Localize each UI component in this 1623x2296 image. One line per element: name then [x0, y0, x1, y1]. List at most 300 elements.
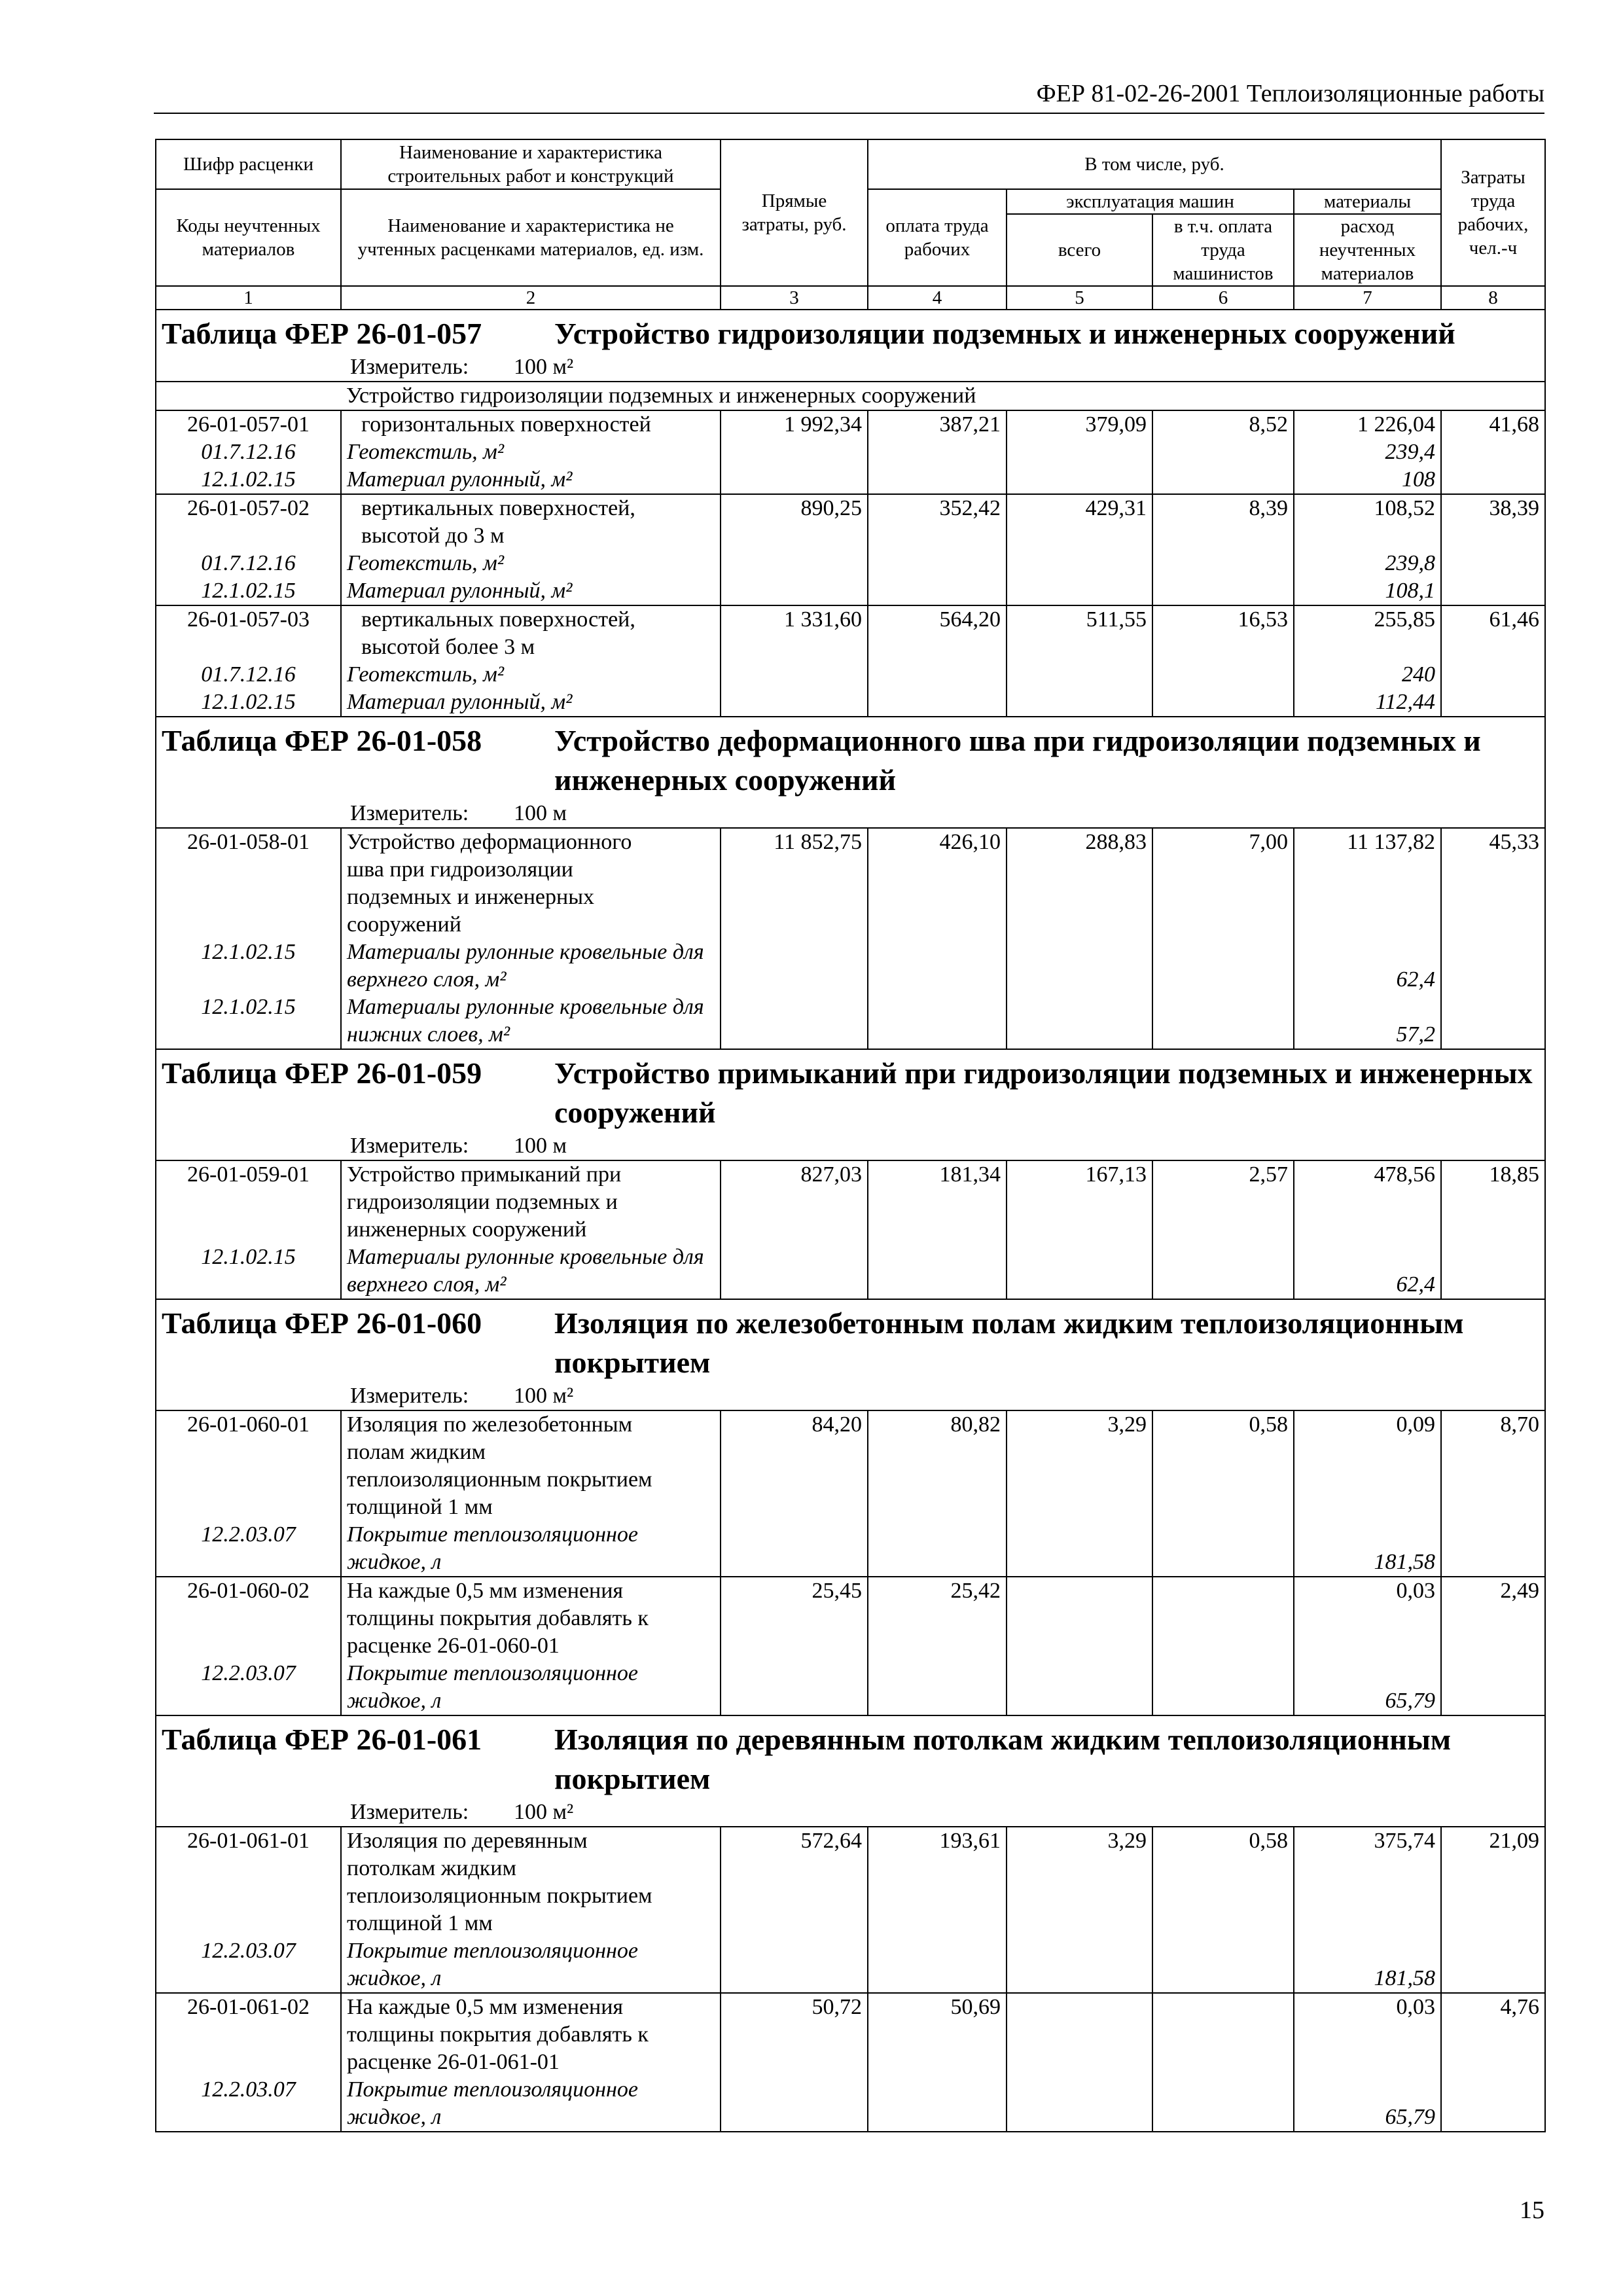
machines-labor — [1152, 1910, 1294, 1937]
material-row — [156, 994, 1545, 1021]
machines-labor — [1152, 1605, 1294, 1632]
empty-cell — [721, 1965, 868, 1993]
empty-cell — [1152, 2076, 1294, 2104]
labor-hours — [1441, 1632, 1545, 1660]
rate-name: Изоляция по железобетонным — [341, 1410, 721, 1439]
rate-code — [156, 884, 341, 911]
material-qty: 108 — [1294, 466, 1441, 494]
labor-hours: 21,09 — [1441, 1827, 1545, 1855]
rate-row-continuation — [156, 1632, 1545, 1660]
materials-cost — [1294, 1632, 1441, 1660]
rate-code: 26-01-059-01 — [156, 1160, 341, 1189]
rate-code — [156, 856, 341, 884]
direct-cost — [721, 1189, 868, 1216]
col-materials-header: материалы — [1294, 189, 1441, 214]
empty-cell — [1152, 577, 1294, 605]
empty-cell — [1441, 1021, 1545, 1049]
material-code: 01.7.12.16 — [156, 661, 341, 689]
rate-code: 26-01-061-02 — [156, 1993, 341, 2021]
material-code: 12.1.02.15 — [156, 689, 341, 717]
rate-row-continuation — [156, 856, 1545, 884]
direct-cost — [721, 2049, 868, 2076]
materials-cost: 1 226,04 — [1294, 410, 1441, 439]
empty-cell — [1152, 439, 1294, 466]
rate-row — [156, 1410, 1545, 1439]
empty-cell — [1441, 577, 1545, 605]
table-title-cell — [156, 310, 1545, 353]
empty-cell — [868, 689, 1007, 717]
material-qty: 62,4 — [1294, 966, 1441, 994]
rate-row — [156, 410, 1545, 439]
materials-cost — [1294, 1439, 1441, 1466]
machines-total — [1007, 2049, 1152, 2076]
empty-cell — [1152, 1965, 1294, 1993]
rate-name: вертикальных поверхностей, — [341, 494, 721, 522]
machines-total: 288,83 — [1007, 828, 1152, 856]
material-qty: 239,8 — [1294, 550, 1441, 577]
empty-cell — [1007, 1660, 1152, 1687]
labor-hours — [1441, 1605, 1545, 1632]
materials-cost — [1294, 1216, 1441, 1244]
material-code: 12.2.03.07 — [156, 1660, 341, 1687]
empty-cell — [1007, 1549, 1152, 1577]
material-qty — [1294, 1244, 1441, 1271]
material-name: Материал рулонный, м² — [341, 466, 721, 494]
material-name: верхнего слоя, м² — [341, 1271, 721, 1299]
machines-labor — [1152, 884, 1294, 911]
material-code — [156, 1965, 341, 1993]
empty-cell — [721, 966, 868, 994]
machines-total: 429,31 — [1007, 494, 1152, 522]
material-code: 01.7.12.16 — [156, 550, 341, 577]
material-qty: 65,79 — [1294, 2104, 1441, 2132]
meter-cell — [156, 1132, 1545, 1160]
material-code — [156, 1549, 341, 1577]
rate-name: горизонтальных поверхностей — [341, 410, 721, 439]
labor-hours: 61,46 — [1441, 605, 1545, 634]
empty-cell — [1441, 1937, 1545, 1965]
labor-pay — [868, 1632, 1007, 1660]
meter-value: 100 м² — [514, 1800, 574, 1824]
empty-cell — [1007, 689, 1152, 717]
empty-cell — [721, 661, 868, 689]
empty-cell — [721, 1937, 868, 1965]
empty-cell — [1441, 966, 1545, 994]
material-row — [156, 2104, 1545, 2132]
machines-labor — [1152, 1993, 1294, 2021]
direct-cost — [721, 1216, 868, 1244]
material-code — [156, 1021, 341, 1049]
machines-total — [1007, 856, 1152, 884]
empty-cell — [1007, 661, 1152, 689]
labor-pay — [868, 1605, 1007, 1632]
empty-cell — [868, 939, 1007, 966]
empty-cell — [868, 1244, 1007, 1271]
labor-hours — [1441, 1466, 1545, 1494]
empty-cell — [721, 577, 868, 605]
table-title: Устройство примыканий при гидроизоляции подземных и инженерных сооружений — [554, 1056, 1533, 1129]
page-number: 15 — [1520, 2197, 1544, 2224]
table-code: Таблица ФЕР 26-01-060 — [162, 1306, 482, 1340]
empty-cell — [1441, 466, 1545, 494]
table-title-row — [156, 1049, 1545, 1132]
material-row — [156, 439, 1545, 466]
table-title-cell — [156, 1049, 1545, 1132]
col-machines-labor-header: в т.ч. оплата труда машинистов — [1152, 214, 1294, 286]
rate-row-continuation — [156, 2021, 1545, 2049]
empty-cell — [1441, 939, 1545, 966]
rate-row-continuation — [156, 884, 1545, 911]
machines-labor — [1152, 2021, 1294, 2049]
labor-pay — [868, 1216, 1007, 1244]
machines-total — [1007, 1993, 1152, 2021]
labor-pay — [868, 522, 1007, 550]
empty-cell — [868, 994, 1007, 1021]
machines-labor — [1152, 1189, 1294, 1216]
table-title: Устройство деформационного шва при гидроизоляции подземных и инженерных сооружений — [554, 724, 1481, 797]
rate-name: полам жидким — [341, 1439, 721, 1466]
labor-pay — [868, 1494, 1007, 1521]
rate-row — [156, 828, 1545, 856]
labor-pay: 181,34 — [868, 1160, 1007, 1189]
rate-row-continuation — [156, 1439, 1545, 1466]
material-row — [156, 689, 1545, 717]
material-code: 12.1.02.15 — [156, 577, 341, 605]
rate-name: Изоляция по деревянным — [341, 1827, 721, 1855]
col-code-header: Шифр расценки — [156, 139, 341, 189]
labor-hours — [1441, 1910, 1545, 1937]
empty-cell — [1007, 577, 1152, 605]
labor-pay: 352,42 — [868, 494, 1007, 522]
empty-cell — [1152, 1549, 1294, 1577]
rate-name: толщины покрытия добавлять к — [341, 2021, 721, 2049]
section-title: Устройство гидроизоляции подземных и инженерных сооружений — [156, 382, 1545, 410]
material-qty: 62,4 — [1294, 1271, 1441, 1299]
labor-hours: 18,85 — [1441, 1160, 1545, 1189]
rate-row-continuation — [156, 1189, 1545, 1216]
materials-cost: 0,03 — [1294, 1993, 1441, 2021]
materials-cost — [1294, 2021, 1441, 2049]
meter-label: Измеритель: — [350, 355, 469, 379]
col-labor-header: Затраты труда рабочих, чел.-ч — [1441, 139, 1545, 286]
rate-row-continuation — [156, 2049, 1545, 2076]
machines-total — [1007, 1577, 1152, 1605]
machines-total — [1007, 1910, 1152, 1937]
empty-cell — [1007, 966, 1152, 994]
labor-hours — [1441, 522, 1545, 550]
meter-label: Измеритель: — [350, 1384, 469, 1408]
rate-name: инженерных сооружений — [341, 1216, 721, 1244]
labor-hours — [1441, 1439, 1545, 1466]
meter-value: 100 м² — [514, 355, 574, 379]
rate-name: сооружений — [341, 911, 721, 939]
rate-code: 26-01-060-01 — [156, 1410, 341, 1439]
rate-name: подземных и инженерных — [341, 884, 721, 911]
empty-cell — [868, 1549, 1007, 1577]
empty-cell — [1441, 1271, 1545, 1299]
direct-cost — [721, 2021, 868, 2049]
running-header: ФЕР 81-02-26-2001 Теплоизоляционные работы — [154, 77, 1544, 114]
empty-cell — [1152, 1021, 1294, 1049]
rate-code — [156, 634, 341, 661]
rate-row-continuation — [156, 522, 1545, 550]
machines-labor — [1152, 1577, 1294, 1605]
empty-cell — [721, 939, 868, 966]
table-code: Таблица ФЕР 26-01-057 — [162, 317, 482, 350]
direct-cost — [721, 856, 868, 884]
material-name: жидкое, л — [341, 2104, 721, 2132]
col-materials-sub-header: расход неучтенных материалов — [1294, 214, 1441, 286]
empty-cell — [1441, 1521, 1545, 1549]
direct-cost: 827,03 — [721, 1160, 868, 1189]
direct-cost — [721, 1605, 868, 1632]
rate-name: Устройство деформационного — [341, 828, 721, 856]
material-name: Материалы рулонные кровельные для — [341, 1244, 721, 1271]
empty-cell — [721, 1521, 868, 1549]
meter-value: 100 м² — [514, 1384, 574, 1408]
table-code: Таблица ФЕР 26-01-061 — [162, 1723, 482, 1756]
materials-cost — [1294, 1494, 1441, 1521]
rate-code: 26-01-061-01 — [156, 1827, 341, 1855]
direct-cost — [721, 522, 868, 550]
rate-code — [156, 1494, 341, 1521]
labor-pay — [868, 2021, 1007, 2049]
meter-value: 100 м — [514, 801, 567, 825]
empty-cell — [721, 1244, 868, 1271]
material-qty: 112,44 — [1294, 689, 1441, 717]
machines-labor: 8,39 — [1152, 494, 1294, 522]
rate-row — [156, 1160, 1545, 1189]
direct-cost — [721, 1910, 868, 1937]
empty-cell — [1441, 1244, 1545, 1271]
labor-pay: 80,82 — [868, 1410, 1007, 1439]
empty-cell — [721, 1660, 868, 1687]
materials-cost: 11 137,82 — [1294, 828, 1441, 856]
meter-cell — [156, 353, 1545, 382]
rate-name: толщиной 1 мм — [341, 1910, 721, 1937]
empty-cell — [1152, 1271, 1294, 1299]
labor-hours: 45,33 — [1441, 828, 1545, 856]
direct-cost — [721, 1466, 868, 1494]
direct-cost — [721, 911, 868, 939]
empty-cell — [1441, 550, 1545, 577]
column-number: 2 — [341, 286, 721, 310]
rate-name: шва при гидроизоляции — [341, 856, 721, 884]
material-qty: 181,58 — [1294, 1549, 1441, 1577]
column-number: 5 — [1007, 286, 1152, 310]
machines-total: 511,55 — [1007, 605, 1152, 634]
material-qty: 57,2 — [1294, 1021, 1441, 1049]
material-name: Покрытие теплоизоляционное — [341, 1660, 721, 1687]
material-qty: 239,4 — [1294, 439, 1441, 466]
empty-cell — [868, 1687, 1007, 1715]
direct-cost — [721, 634, 868, 661]
material-qty: 240 — [1294, 661, 1441, 689]
material-name: Покрытие теплоизоляционное — [341, 1937, 721, 1965]
material-row — [156, 1244, 1545, 1271]
col-machines-header: эксплуатация машин — [1007, 189, 1294, 214]
rate-name: толщиной 1 мм — [341, 1494, 721, 1521]
machines-total — [1007, 1189, 1152, 1216]
machines-labor — [1152, 1216, 1294, 1244]
rate-code — [156, 1189, 341, 1216]
labor-pay — [868, 911, 1007, 939]
empty-cell — [1152, 466, 1294, 494]
labor-hours: 41,68 — [1441, 410, 1545, 439]
rate-name: расценке 26-01-061-01 — [341, 2049, 721, 2076]
material-row — [156, 1687, 1545, 1715]
machines-labor — [1152, 1855, 1294, 1882]
rate-code — [156, 1882, 341, 1910]
materials-cost: 108,52 — [1294, 494, 1441, 522]
material-row — [156, 550, 1545, 577]
material-name: Геотекстиль, м² — [341, 439, 721, 466]
rate-name: Устройство примыканий при — [341, 1160, 721, 1189]
labor-hours — [1441, 634, 1545, 661]
materials-cost: 255,85 — [1294, 605, 1441, 634]
rate-row — [156, 605, 1545, 634]
labor-hours — [1441, 1216, 1545, 1244]
machines-total — [1007, 911, 1152, 939]
material-name: жидкое, л — [341, 1549, 721, 1577]
rate-code — [156, 2049, 341, 2076]
empty-cell — [1441, 439, 1545, 466]
material-code: 01.7.12.16 — [156, 439, 341, 466]
material-row — [156, 1549, 1545, 1577]
empty-cell — [1441, 689, 1545, 717]
empty-cell — [721, 1271, 868, 1299]
materials-cost — [1294, 884, 1441, 911]
material-code: 12.2.03.07 — [156, 1937, 341, 1965]
rate-row-continuation — [156, 1882, 1545, 1910]
material-name: Материал рулонный, м² — [341, 689, 721, 717]
direct-cost: 84,20 — [721, 1410, 868, 1439]
machines-labor: 7,00 — [1152, 828, 1294, 856]
direct-cost — [721, 884, 868, 911]
meter-label: Измеритель: — [350, 1800, 469, 1824]
labor-hours — [1441, 911, 1545, 939]
empty-cell — [1441, 1549, 1545, 1577]
column-number: 6 — [1152, 286, 1294, 310]
material-row — [156, 661, 1545, 689]
machines-labor: 8,52 — [1152, 410, 1294, 439]
empty-cell — [721, 2104, 868, 2132]
empty-cell — [868, 966, 1007, 994]
column-number: 8 — [1441, 286, 1545, 310]
col-incl-header: В том числе, руб. — [868, 139, 1441, 189]
materials-cost — [1294, 522, 1441, 550]
empty-cell — [1007, 994, 1152, 1021]
meter-row — [156, 353, 1545, 382]
labor-pay: 387,21 — [868, 410, 1007, 439]
machines-labor: 0,58 — [1152, 1410, 1294, 1439]
empty-cell — [721, 439, 868, 466]
rate-code — [156, 522, 341, 550]
rate-code — [156, 911, 341, 939]
material-qty: 108,1 — [1294, 577, 1441, 605]
rate-code — [156, 1216, 341, 1244]
col-name-header: Наименование и характеристика строительных работ и конструкций — [341, 139, 721, 189]
table-code: Таблица ФЕР 26-01-058 — [162, 724, 482, 757]
material-row — [156, 1021, 1545, 1049]
empty-cell — [1007, 1965, 1152, 1993]
machines-labor — [1152, 1439, 1294, 1466]
empty-cell — [1152, 1937, 1294, 1965]
labor-hours — [1441, 1855, 1545, 1882]
empty-cell — [1441, 2104, 1545, 2132]
direct-cost: 50,72 — [721, 1993, 868, 2021]
material-name: жидкое, л — [341, 1687, 721, 1715]
labor-hours: 4,76 — [1441, 1993, 1545, 2021]
table-title: Изоляция по железобетонным полам жидким теплоизоляционным покрытием — [554, 1306, 1464, 1379]
section-row — [156, 382, 1545, 410]
material-name: жидкое, л — [341, 1965, 721, 1993]
empty-cell — [868, 661, 1007, 689]
machines-labor — [1152, 634, 1294, 661]
machines-labor — [1152, 856, 1294, 884]
material-name: Покрытие теплоизоляционное — [341, 2076, 721, 2104]
rate-row-continuation — [156, 1466, 1545, 1494]
labor-pay — [868, 1189, 1007, 1216]
materials-cost — [1294, 856, 1441, 884]
rate-row-continuation — [156, 1605, 1545, 1632]
empty-cell — [1007, 1244, 1152, 1271]
labor-hours — [1441, 1882, 1545, 1910]
empty-cell — [1007, 1687, 1152, 1715]
empty-cell — [1152, 939, 1294, 966]
empty-cell — [868, 1521, 1007, 1549]
direct-cost — [721, 1439, 868, 1466]
machines-labor — [1152, 911, 1294, 939]
machines-total: 3,29 — [1007, 1827, 1152, 1855]
materials-cost — [1294, 1855, 1441, 1882]
table-title-row — [156, 717, 1545, 800]
rate-name: толщины покрытия добавлять к — [341, 1605, 721, 1632]
rate-row-continuation — [156, 1494, 1545, 1521]
empty-cell — [1007, 1271, 1152, 1299]
rate-code — [156, 1855, 341, 1882]
materials-cost — [1294, 2049, 1441, 2076]
machines-total — [1007, 1855, 1152, 1882]
material-qty — [1294, 994, 1441, 1021]
direct-cost — [721, 1855, 868, 1882]
empty-cell — [721, 1021, 868, 1049]
labor-pay — [868, 856, 1007, 884]
machines-labor — [1152, 1466, 1294, 1494]
machines-total — [1007, 1494, 1152, 1521]
material-code: 12.2.03.07 — [156, 2076, 341, 2104]
empty-cell — [1152, 994, 1294, 1021]
empty-cell — [868, 439, 1007, 466]
table-body — [156, 310, 1545, 2132]
rate-name: теплоизоляционным покрытием — [341, 1466, 721, 1494]
rate-code — [156, 1466, 341, 1494]
empty-cell — [1152, 550, 1294, 577]
rate-row — [156, 1827, 1545, 1855]
empty-cell — [1007, 2104, 1152, 2132]
material-row — [156, 939, 1545, 966]
table-title-cell — [156, 717, 1545, 800]
direct-cost: 11 852,75 — [721, 828, 868, 856]
material-qty — [1294, 1521, 1441, 1549]
empty-cell — [1007, 2076, 1152, 2104]
materials-cost: 375,74 — [1294, 1827, 1441, 1855]
labor-hours — [1441, 884, 1545, 911]
labor-pay: 25,42 — [868, 1577, 1007, 1605]
rate-row-continuation — [156, 911, 1545, 939]
empty-cell — [868, 577, 1007, 605]
empty-cell — [1152, 2104, 1294, 2132]
